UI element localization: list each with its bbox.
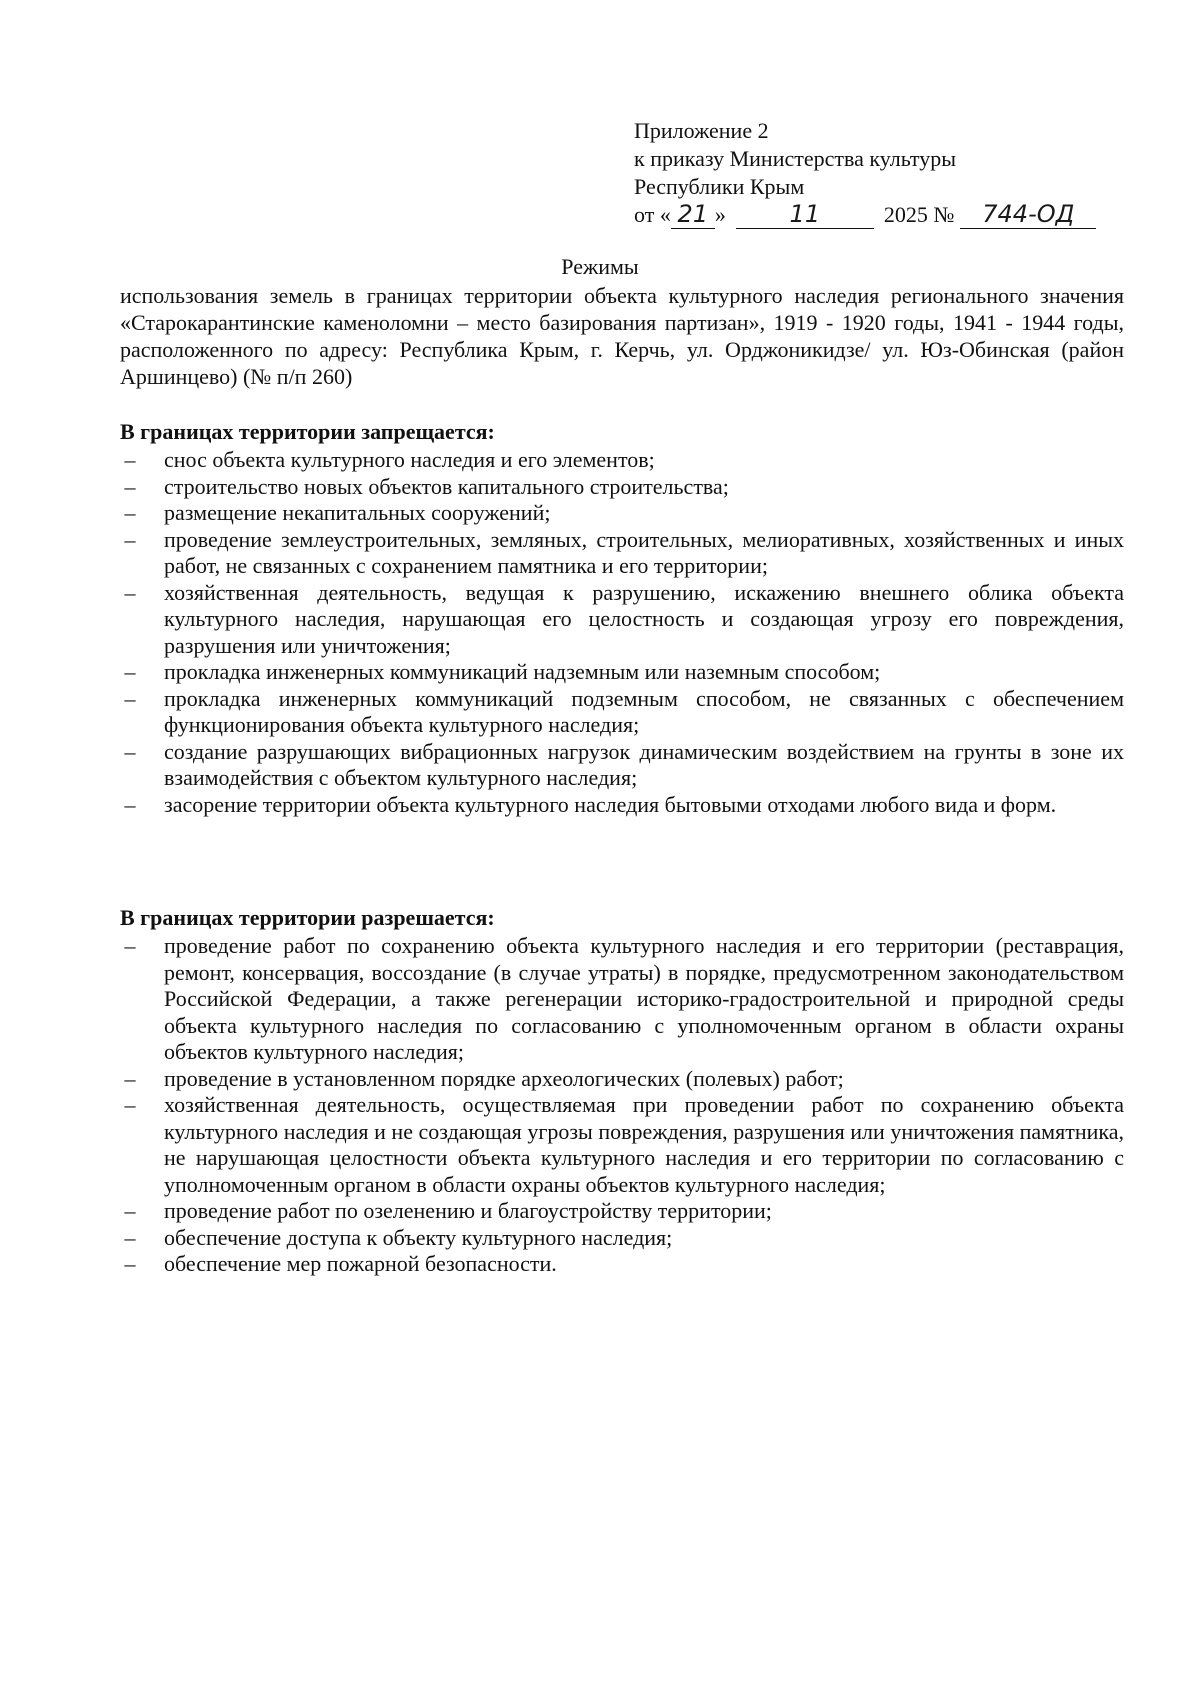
list-item bbox=[120, 739, 1124, 792]
allowed-list bbox=[120, 933, 1124, 1278]
dash-bullet: – bbox=[124, 526, 136, 552]
list-item bbox=[120, 580, 1124, 660]
date-mid: » bbox=[714, 202, 726, 227]
dash-bullet: – bbox=[124, 1092, 136, 1117]
prohibited-heading: В границах территории запрещается: bbox=[120, 419, 495, 444]
list-item bbox=[120, 474, 1124, 501]
dash-bullet: – bbox=[124, 1224, 136, 1250]
order-number-blank bbox=[960, 202, 1096, 229]
order-line: к приказу Министерства культуры bbox=[634, 146, 957, 171]
dash-bullet: – bbox=[124, 500, 136, 525]
list-item-text: строительство новых объектов капитального строительства; bbox=[164, 473, 729, 499]
list-item bbox=[120, 659, 1124, 686]
list-item-text: снос объекта культурного наследия и его элементов; bbox=[164, 447, 655, 472]
appendix-line: Приложение 2 bbox=[634, 118, 769, 143]
dash-bullet: – bbox=[124, 791, 136, 817]
prohibited-list bbox=[120, 447, 1124, 818]
dash-bullet: – bbox=[124, 1065, 136, 1091]
list-item-text: прокладка инженерных коммуникаций подземным способом, не связанных с обеспечением функционирования объекта культурного наследия; bbox=[164, 685, 1124, 737]
list-item bbox=[120, 500, 1124, 527]
dash-bullet: – bbox=[124, 579, 136, 605]
list-item bbox=[120, 933, 1124, 1066]
list-item bbox=[120, 1092, 1124, 1198]
dash-bullet: – bbox=[124, 738, 136, 764]
list-item-text: хозяйственная деятельность, осуществляемая при проведении работ по сохранению объекта культурного наследия и не создающая угрозы повреждения, разрушения или уничтожения памятника, не нарушающая целостности объекта культурного наследия и его территории по согласованию с уполномоченным органом в области охраны объектов культурного наследия; bbox=[164, 1092, 1124, 1197]
prohibited-section bbox=[120, 418, 1124, 818]
list-item-text: проведение работ по озеленению и благоустройству территории; bbox=[164, 1198, 772, 1223]
list-item bbox=[120, 527, 1124, 580]
list-item bbox=[120, 447, 1124, 474]
list-item bbox=[120, 686, 1124, 739]
order-number: 744-ОД bbox=[982, 200, 1075, 228]
date-day: 21 bbox=[677, 200, 709, 228]
date-prefix: от « bbox=[634, 202, 671, 227]
list-item-text: засорение территории объекта культурного наследия бытовыми отходами любого вида и форм. bbox=[164, 791, 1057, 817]
dash-bullet: – bbox=[124, 933, 136, 958]
document-title: Режимы bbox=[561, 254, 639, 279]
date-year: 2025 № bbox=[883, 202, 955, 227]
date-month: 11 bbox=[789, 200, 821, 228]
list-item bbox=[120, 1066, 1124, 1093]
dash-bullet: – bbox=[124, 685, 136, 711]
list-item-text: проведение землеустроительных, земляных, строительных, мелиоративных, хозяйственных и иных работ, не связанных с сохранением памятника и его территории; bbox=[164, 526, 1124, 578]
appendix-block bbox=[634, 117, 1096, 229]
date-day-blank bbox=[671, 202, 715, 229]
list-item-text: прокладка инженерных коммуникаций надземным или наземным способом; bbox=[164, 659, 881, 684]
list-item-text: проведение работ по сохранению объекта культурного наследия и его территории (реставрация, ремонт, консервация, воссоздание (в случае утраты) в порядке, предусмотренном законодательством Российской Федерации, а также регенерации историко-градостроительной и природной среды объекта культурного наследия по согласованию с уполномоченным органом в области охраны объектов культурного наследия; bbox=[164, 933, 1124, 1064]
list-item bbox=[120, 792, 1124, 819]
list-item-text: создание разрушающих вибрационных нагрузок динамическим воздействием на грунты в зоне их взаимодействия с объектом культурного наследия; bbox=[164, 738, 1124, 790]
date-line bbox=[634, 201, 1096, 229]
list-item-text: обеспечение мер пожарной безопасности. bbox=[164, 1251, 557, 1276]
document-intro: использования земель в границах территории объекта культурного наследия регионального значения «Старокарантинские каменоломни – место базирования партизан», 1919 - 1920 годы, 1941 - 1944 годы, расположенного по адресу: Республика Крым, г. Керчь, ул. Орджоникидзе/ ул. Юз-Обинская (район Аршинцево) (№ п/п 260) bbox=[120, 283, 1124, 389]
allowed-section bbox=[120, 904, 1124, 1278]
list-item-text: размещение некапитальных сооружений; bbox=[164, 500, 551, 525]
list-item bbox=[120, 1251, 1124, 1278]
republic-line: Республики Крым bbox=[634, 174, 805, 199]
date-month-blank bbox=[736, 202, 874, 229]
list-item-text: хозяйственная деятельность, ведущая к разрушению, искажению внешнего облика объекта культурного наследия, нарушающая его целостность и создающая угрозу его повреждения, разрушения или уничтожения; bbox=[164, 579, 1124, 658]
list-item-text: обеспечение доступа к объекту культурного наследия; bbox=[164, 1224, 673, 1250]
dash-bullet: – bbox=[124, 659, 136, 684]
dash-bullet: – bbox=[124, 447, 136, 472]
list-item bbox=[120, 1225, 1124, 1252]
dash-bullet: – bbox=[124, 473, 136, 499]
dash-bullet: – bbox=[124, 1251, 136, 1276]
list-item bbox=[120, 1198, 1124, 1225]
allowed-heading: В границах территории разрешается: bbox=[120, 905, 495, 930]
list-item-text: проведение в установленном порядке археологических (полевых) работ; bbox=[164, 1065, 844, 1091]
dash-bullet: – bbox=[124, 1198, 136, 1223]
